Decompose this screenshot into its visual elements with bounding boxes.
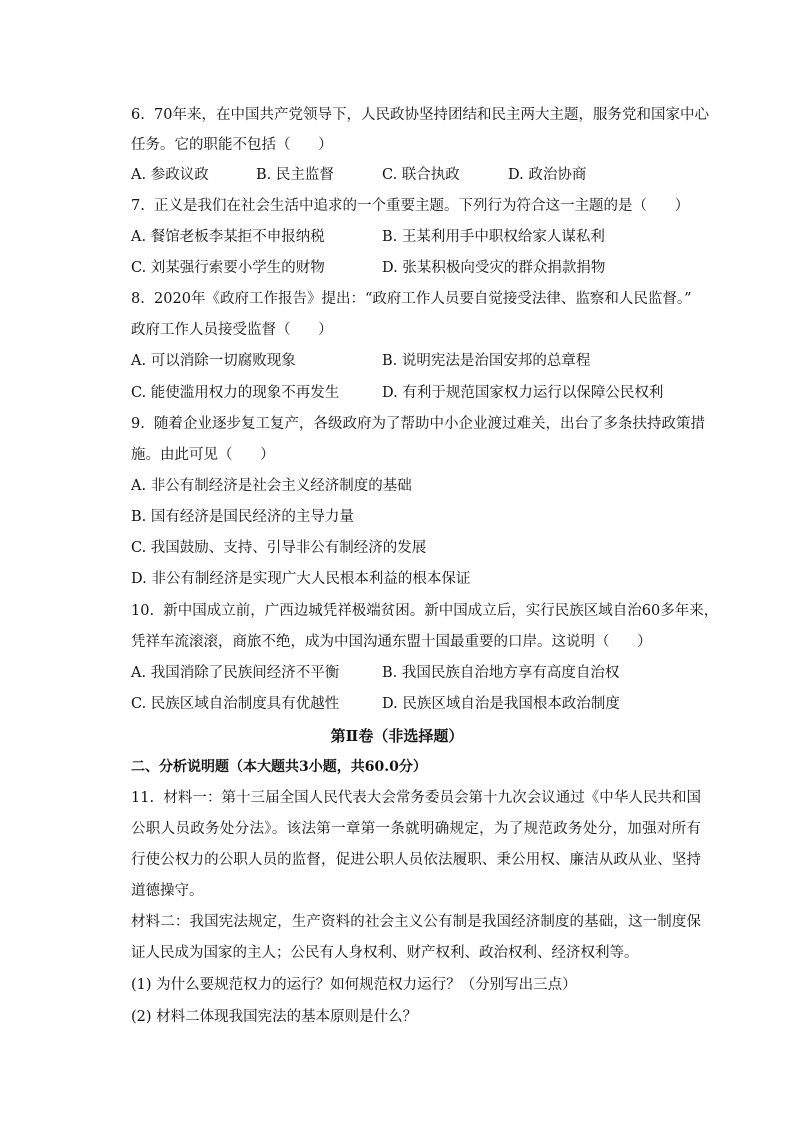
q6-stem-line1: 6. 70年来，在中国共产党领导下，人民政协坚持团结和民主两大主题，服务党和国家中心 bbox=[131, 107, 709, 123]
q7-option-a: A. 餐馆老板李某拒不申报纳税 bbox=[131, 229, 325, 245]
q7-stem-line1: 7. 正义是我们在社会生活中追求的一个重要主题。下列行为符合这一主题的是（ ） bbox=[131, 198, 690, 214]
section-subtitle: 二、分析说明题（本大题共3小题，共60.0分） bbox=[131, 759, 427, 775]
q6-stem-line2: 任务。它的职能不包括（ ） bbox=[131, 137, 333, 153]
q10-option-c: C. 民族区域自治制度具有优越性 bbox=[131, 696, 340, 712]
q11-material-1: 11. 材料一：第十三届全国人民代表大会常务委员会第十九次会议通过《中华人民共和国公职人员政务处分法》。该法第一章第一条就明确规定，为了规范政务处分，加强对所有行使公权力的公职人员的监督，促进公职人员依法履职、秉公用权、廉洁从政从业、坚持道德操守。 bbox=[131, 790, 701, 899]
q11-material-2: 材料二：我国宪法规定，生产资料的社会主义公有制是我国经济制度的基础，这一制度保证人民成为国家的主人；公民有人身权利、财产权利、政治权利、经济权利等。 bbox=[131, 914, 701, 961]
q6-option-a: A. 参政议政 bbox=[131, 167, 209, 183]
q9-option-a: A. 非公有制经济是社会主义经济制度的基础 bbox=[131, 478, 412, 494]
q6-option-b: B. 民主监督 bbox=[256, 167, 334, 183]
q10-option-a: A. 我国消除了民族间经济不平衡 bbox=[131, 665, 340, 681]
q9-stem-line1: 9. 随着企业逐步复工复产，各级政府为了帮助中小企业渡过难关，出台了多条扶持政策措 bbox=[131, 416, 706, 432]
q11-subquestion-2: (2) 材料二体现我国宪法的基本原则是什么？ bbox=[131, 1009, 418, 1025]
q11-subquestion-1: (1) 为什么要规范权力的运行？如何规范权力运行？（分别写出三点） bbox=[131, 977, 577, 993]
q10-option-b: B. 我国民族自治地方享有高度自治权 bbox=[382, 665, 620, 681]
q8-stem-line1: 8. 2020年《政府工作报告》提出：“政府工作人员要自觉接受法律、监察和人民监督。” bbox=[131, 291, 692, 307]
q8-stem-line2: 政府工作人员接受监督（ ） bbox=[131, 322, 333, 338]
q10-stem-line1: 10. 新中国成立前，广西边城凭祥极端贫困。新中国成立后，实行民族区域自治60多年来， bbox=[131, 603, 719, 619]
q8-option-a: A. 可以消除一切腐败现象 bbox=[131, 353, 296, 369]
q8-option-d: D. 有利于规范国家权力运行以保障公民权利 bbox=[382, 385, 664, 401]
q10-stem-line2: 凭祥车流滚滚，商旅不绝，成为中国沟通东盟十国最重要的口岸。这说明（ ） bbox=[131, 634, 652, 650]
q10-option-d: D. 民族区域自治是我国根本政治制度 bbox=[382, 696, 620, 712]
q8-option-b: B. 说明宪法是治国安邦的总章程 bbox=[382, 353, 591, 369]
q9-option-b: B. 国有经济是国民经济的主导力量 bbox=[131, 509, 354, 525]
q7-option-d: D. 张某积极向受灾的群众捐款捐物 bbox=[382, 260, 606, 276]
q7-option-c: C. 刘某强行索要小学生的财物 bbox=[131, 260, 325, 276]
q9-stem-line2: 施。由此可见（ ） bbox=[131, 447, 275, 463]
section-title: 第Ⅱ卷（非选择题） bbox=[330, 727, 464, 745]
q9-option-c: C. 我国鼓励、支持、引导非公有制经济的发展 bbox=[131, 540, 427, 556]
q6-option-c: C. 联合执政 bbox=[382, 167, 460, 183]
q6-option-d: D. 政治协商 bbox=[508, 167, 587, 183]
q9-option-d: D. 非公有制经济是实现广大人民根本利益的根本保证 bbox=[131, 571, 471, 587]
q7-option-b: B. 王某利用手中职权给家人谋私利 bbox=[382, 229, 605, 245]
q8-option-c: C. 能使滥用权力的现象不再发生 bbox=[131, 385, 340, 401]
